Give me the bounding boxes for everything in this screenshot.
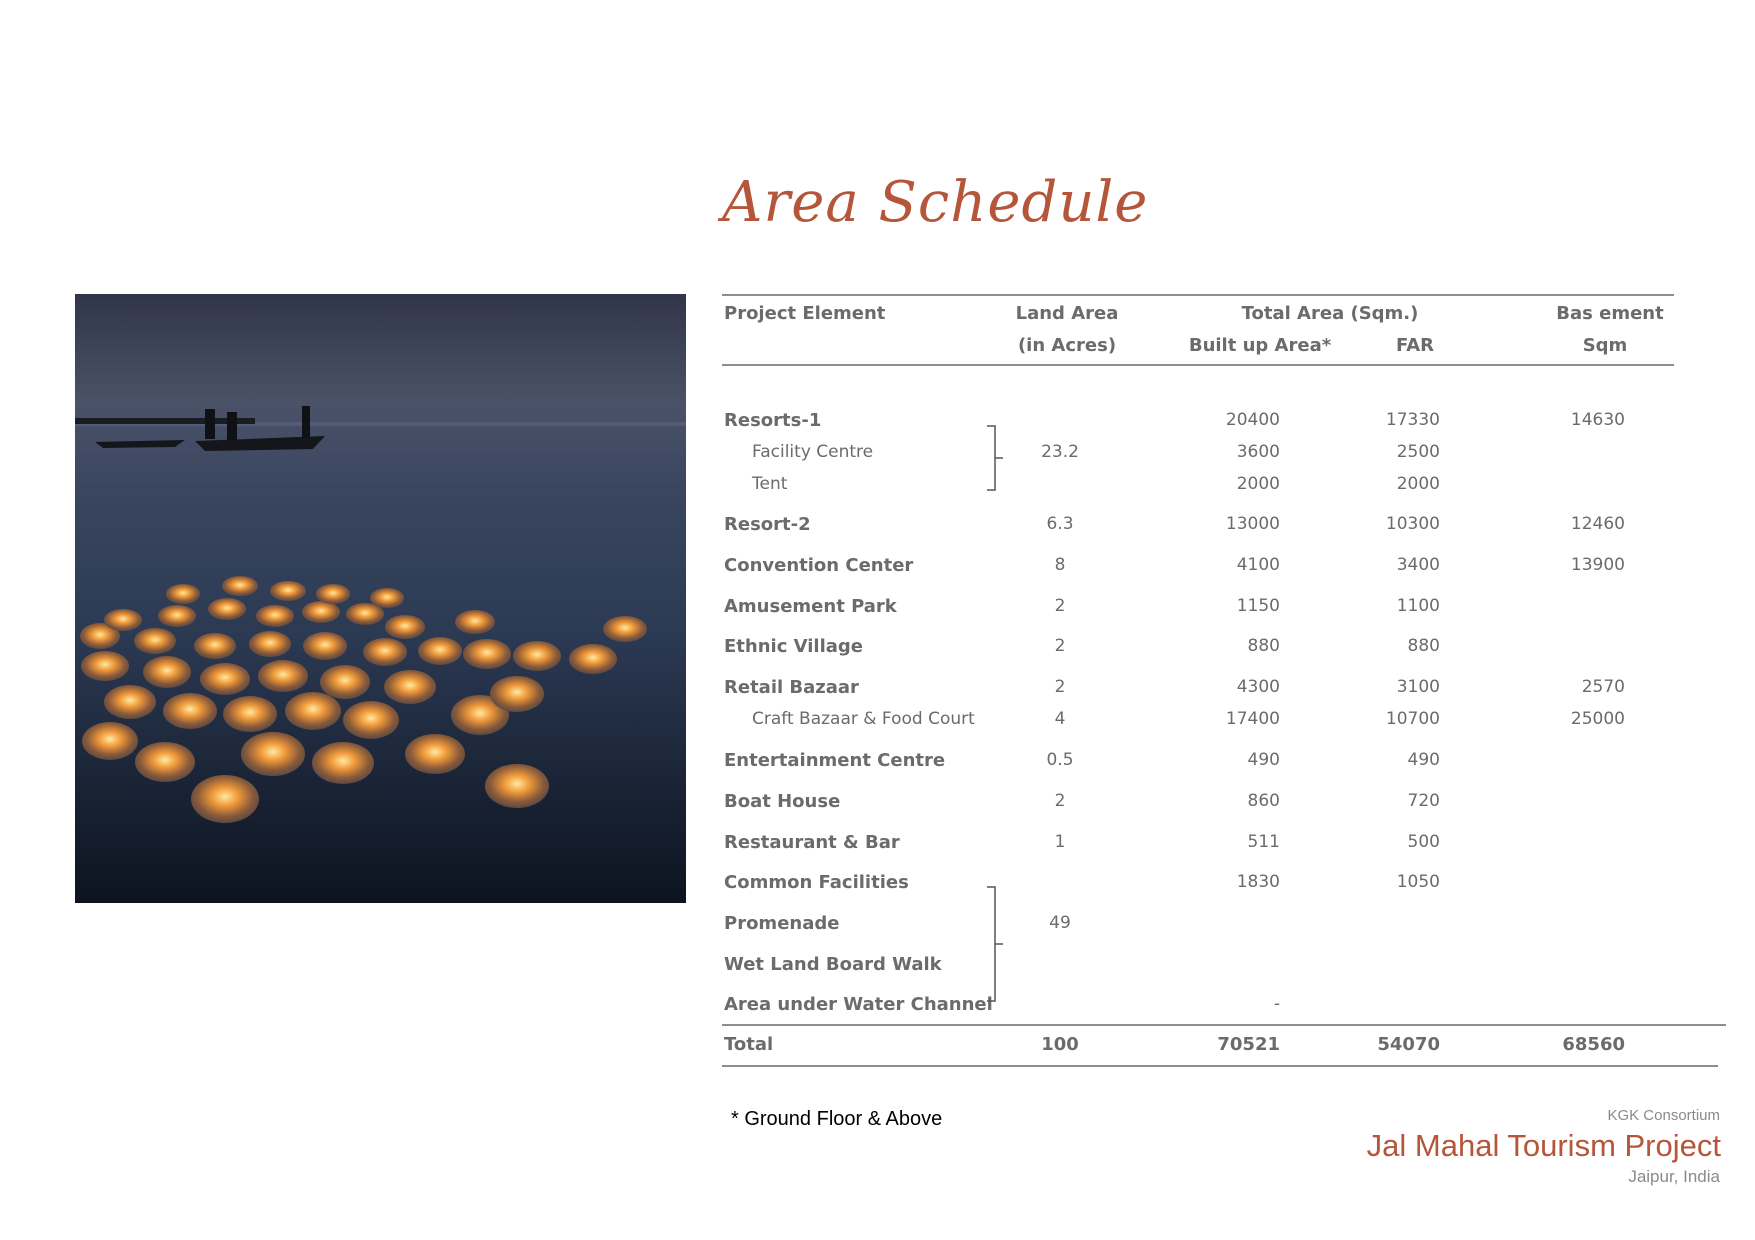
row-built-up-area: 1830	[1236, 872, 1280, 892]
total-far: 54070	[1377, 1034, 1440, 1055]
table-header-rule	[722, 364, 1674, 366]
row-far: 720	[1407, 791, 1440, 811]
row-land-area: 23.2	[1041, 442, 1079, 462]
row-project-element: Entertainment Centre	[724, 750, 946, 771]
row-built-up-area: 860	[1247, 791, 1280, 811]
header-land-area: Land Area	[1015, 303, 1119, 324]
row-project-element: Boat House	[724, 791, 841, 812]
row-far: 2500	[1396, 442, 1440, 462]
row-project-element: Common Facilities	[724, 872, 909, 893]
row-built-up-area: 2000	[1236, 474, 1280, 494]
row-built-up-area: 490	[1247, 750, 1280, 770]
row-built-up-area: 511	[1247, 832, 1280, 852]
row-built-up-area: 880	[1247, 636, 1280, 656]
total-top-rule	[722, 1024, 1726, 1026]
row-land-area: 2	[1054, 677, 1066, 697]
row-project-element: Resort-2	[724, 514, 811, 535]
header-land-area-unit: (in Acres)	[1017, 335, 1117, 356]
row-far: 1100	[1396, 596, 1440, 616]
row-far: 2000	[1396, 474, 1440, 494]
row-land-area: 8	[1054, 555, 1066, 575]
row-basement: 2570	[1581, 677, 1625, 697]
total-built: 70521	[1217, 1034, 1280, 1055]
row-built-up-area: 4300	[1236, 677, 1280, 697]
page-title: Area Schedule	[722, 170, 1149, 235]
row-built-up-area: 1150	[1236, 596, 1280, 616]
footnote: * Ground Floor & Above	[731, 1108, 943, 1130]
header-built-up-area: Built up Area*	[1188, 335, 1332, 356]
row-project-element: Tent	[752, 474, 788, 494]
row-far: 10300	[1385, 514, 1440, 534]
row-built-up-area: 17400	[1225, 709, 1280, 729]
header-basement: Bas ement	[1556, 303, 1664, 324]
header-project-element: Project Element	[724, 303, 886, 324]
row-far: 880	[1407, 636, 1440, 656]
row-land-area: 4	[1054, 709, 1066, 729]
total-label: Total	[724, 1034, 774, 1055]
row-basement: 25000	[1570, 709, 1625, 729]
lamps-illustration	[75, 294, 686, 903]
row-project-element: Area under Water Channel	[724, 994, 993, 1015]
row-project-element: Restaurant & Bar	[724, 832, 900, 853]
row-project-element: Wet Land Board Walk	[724, 954, 942, 975]
row-built-up-area: 20400	[1225, 410, 1280, 430]
row-built-up-area: 4100	[1236, 555, 1280, 575]
row-land-area: 1	[1054, 832, 1066, 852]
row-project-element: Promenade	[724, 913, 840, 934]
row-land-area: 49	[1049, 913, 1071, 933]
total-basement: 68560	[1562, 1034, 1625, 1055]
row-land-area: 0.5	[1046, 750, 1074, 770]
row-project-element: Facility Centre	[752, 442, 874, 462]
row-project-element: Convention Center	[724, 555, 914, 576]
row-built-up-area: 13000	[1225, 514, 1280, 534]
floating-lamps-photo	[75, 294, 686, 903]
row-project-element: Ethnic Village	[724, 636, 863, 657]
total-bottom-rule	[722, 1065, 1718, 1067]
row-built-up-area: -	[1273, 994, 1280, 1014]
row-project-element: Resorts-1	[724, 410, 822, 431]
row-basement: 14630	[1570, 410, 1625, 430]
row-far: 1050	[1396, 872, 1440, 892]
row-far: 490	[1407, 750, 1440, 770]
row-far: 3100	[1396, 677, 1440, 697]
row-project-element: Amusement Park	[724, 596, 897, 617]
row-far: 3400	[1396, 555, 1440, 575]
row-built-up-area: 3600	[1236, 442, 1280, 462]
row-land-area: 2	[1054, 791, 1066, 811]
brand-consortium: KGK Consortium	[1607, 1107, 1720, 1124]
row-far: 17330	[1385, 410, 1440, 430]
row-far: 500	[1407, 832, 1440, 852]
header-far: FAR	[1395, 335, 1435, 356]
row-land-area: 2	[1054, 596, 1066, 616]
resorts-group-bracket	[985, 425, 1005, 491]
row-project-element: Retail Bazaar	[724, 677, 859, 698]
brand-location: Jaipur, India	[1628, 1167, 1720, 1186]
row-land-area: 2	[1054, 636, 1066, 656]
brand-project-name: Jal Mahal Tourism Project	[1366, 1128, 1721, 1163]
row-basement: 13900	[1570, 555, 1625, 575]
row-project-element: Craft Bazaar & Food Court	[752, 709, 975, 729]
row-far: 10700	[1385, 709, 1440, 729]
header-basement-unit: Sqm	[1582, 335, 1628, 356]
row-land-area: 6.3	[1046, 514, 1074, 534]
header-total-area: Total Area (Sqm.)	[1241, 303, 1419, 324]
row-basement: 12460	[1570, 514, 1625, 534]
common-facilities-bracket	[985, 886, 1005, 1002]
table-top-rule	[722, 294, 1674, 296]
total-land: 100	[1041, 1034, 1079, 1055]
